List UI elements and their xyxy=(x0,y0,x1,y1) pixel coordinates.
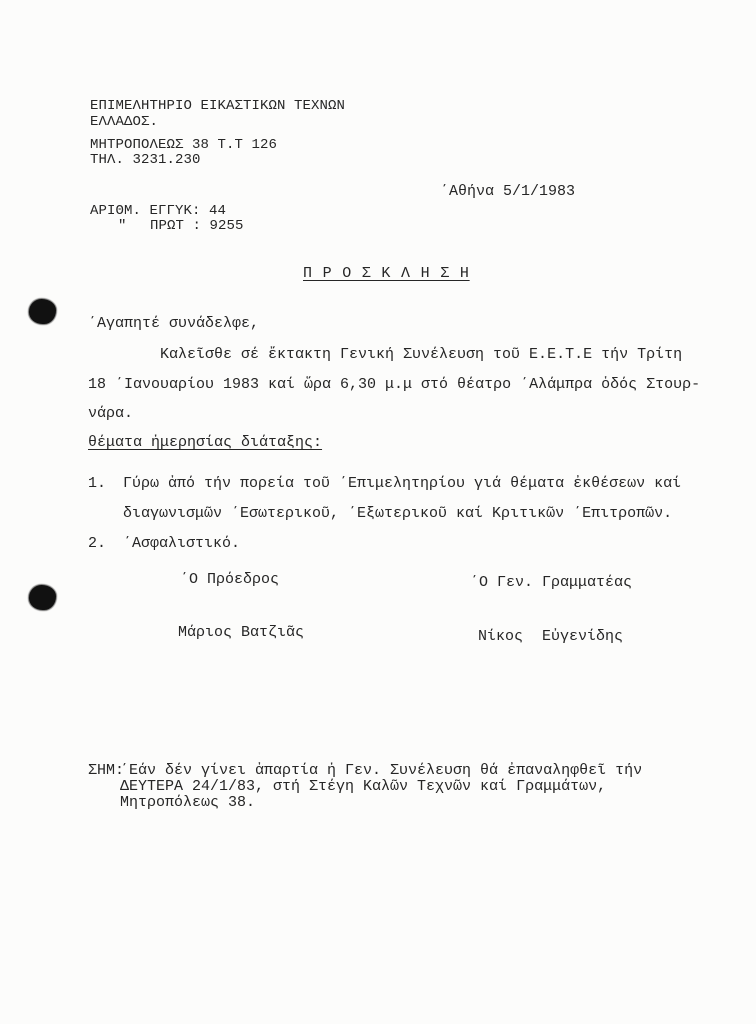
body-line: 18 ΄Ιανουαρίου 1983 καί ὥρα 6,30 μ.μ στό θέατρο ΄Αλάμπρα ὁδός Στουρ- xyxy=(88,376,701,393)
footnote-line: ΔΕΥΤΕΡΑ 24/1/83, στή Στέγη Καλῶν Τεχνῶν καί Γραμμάτων, xyxy=(120,778,607,795)
footnote-label: ΣΗΜ: xyxy=(88,762,125,779)
agenda-item-number: 1. xyxy=(88,475,107,492)
agenda-item-text: ΄Ασφαλιστικό. xyxy=(123,535,241,552)
body-line: Καλεῖσθε σέ ἔκτακτη Γενική Συνέλευση τοῦ Ε.Ε.Τ.Ε τήν Τρίτη xyxy=(160,346,683,363)
body-line: νάρα. xyxy=(88,405,134,422)
footnote-line: Μητροπόλεως 38. xyxy=(120,794,256,811)
punch-hole-top xyxy=(29,299,56,324)
agenda-item-text: Γύρω ἀπό τήν πορεία τοῦ ΄Επιμελητηρίου γιά θέματα ἐκθέσεων καί xyxy=(123,475,682,492)
document-title: Π Ρ Ο Σ Κ Λ Η Σ Η xyxy=(303,265,470,282)
agenda-heading: θέματα ἡμερησίας διάταξης: xyxy=(88,434,323,451)
secretary-role: ΄Ο Γεν. Γραμματέας xyxy=(470,574,633,591)
circular-number: ΑΡΙΘΜ. ΕΓΓΥΚ: 44 xyxy=(90,203,227,219)
letterhead-phone: ΤΗΛ. 3231.230 xyxy=(90,152,201,168)
letterhead-country: ΕΛΛΑΔΟΣ. xyxy=(90,114,159,130)
agenda-item-number: 2. xyxy=(88,535,107,552)
document-date: ΄Αθήνα 5/1/1983 xyxy=(440,183,576,200)
letterhead-organization: ΕΠΙΜΕΛΗΤΗΡΙΟ ΕΙΚΑΣΤΙΚΩΝ ΤΕΧΝΩΝ xyxy=(90,98,346,114)
secretary-name: Νίκος Εὐγενίδης xyxy=(478,628,624,645)
footnote-line: ΄Εάν δέν γίνει ἀπαρτία ἡ Γεν. Συνέλευση θά ἐπαναληφθεῖ τήν xyxy=(120,762,643,779)
president-role: ΄Ο Πρόεδρος xyxy=(180,571,280,588)
letterhead-address: ΜΗΤΡΟΠΟΛΕΩΣ 38 Τ.Τ 126 xyxy=(90,137,278,153)
ditto-mark: " xyxy=(118,218,127,234)
punch-hole-bottom xyxy=(29,585,56,610)
protocol-number: ΠΡΩΤ : 9255 xyxy=(150,218,244,234)
salutation: ΄Αγαπητέ συνάδελφε, xyxy=(88,315,260,332)
agenda-item-text: διαγωνισμῶν ΄Εσωτερικοῦ, ΄Εξωτερικοῦ καί Κριτικῶν ΄Επιτροπῶν. xyxy=(123,505,673,522)
president-name: Μάριος Βατζιᾶς xyxy=(178,624,305,641)
